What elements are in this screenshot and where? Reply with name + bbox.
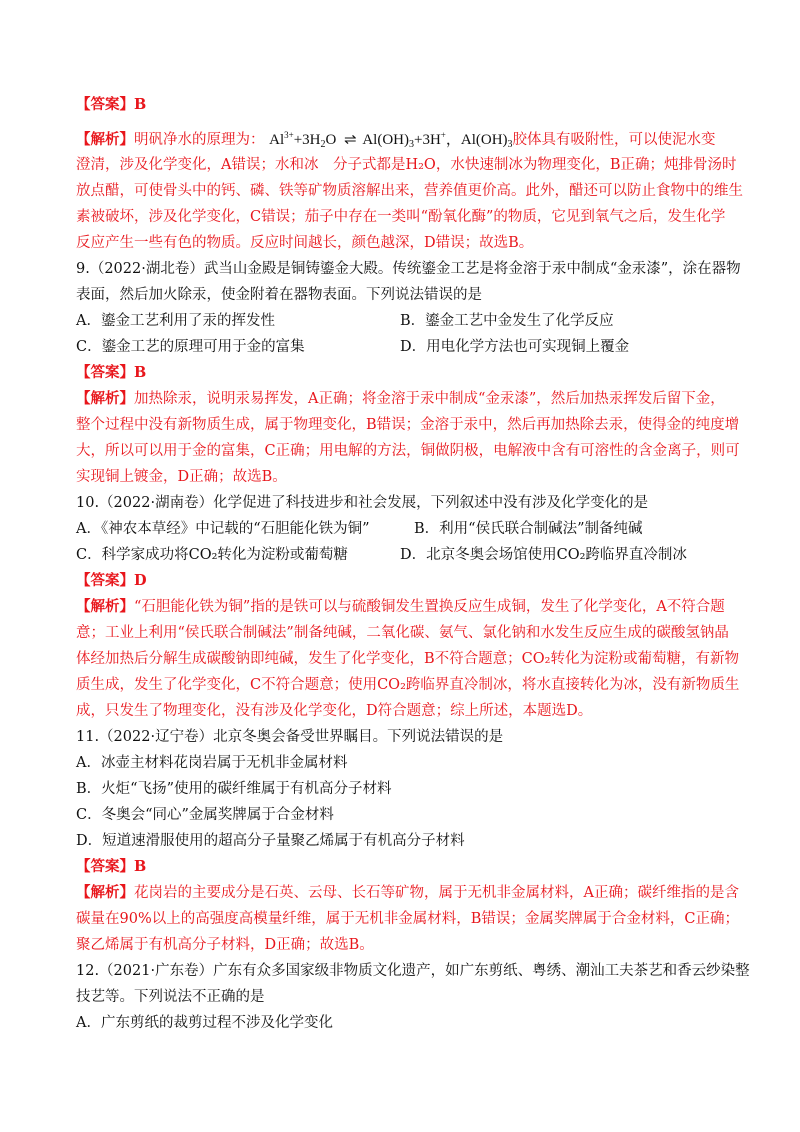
question-stem: 10.（2022·湖南卷）化学促进了科技进步和社会发展，下列叙述中没有涉及化学变化的是	[76, 495, 649, 511]
analysis-text: 素被破坏，涉及化学变化，C错误；茄子中存在一类叫“酚氧化酶”的物质，它见到氧气之后，发生化学	[76, 209, 726, 225]
option-c: C．鎏金工艺的原理可用于金的富集	[76, 339, 305, 355]
analysis-text: 放点醋，可使骨头中的钙、磷、铁等矿物质溶解出来，营养值更价高。此外，醋还可以防止食物中的维生	[76, 183, 743, 199]
option-a: A．《神农本草经》中记载的“石胆能化铁为铜”	[76, 521, 370, 537]
options-row	[76, 542, 726, 568]
analysis-text: 实现铜上镀金，D正确；故选B。	[76, 469, 287, 485]
answer-value: B	[134, 858, 147, 875]
answer-tag: 【答案】	[76, 96, 134, 113]
analysis-text: 体经加热后分解生成碳酸钠即纯碱，发生了化学变化，B不符合题意；CO₂转化为淀粉或葡萄糖，有新物	[76, 651, 739, 667]
options-row	[76, 308, 726, 334]
answer-value: D	[134, 572, 147, 589]
option-a: A．冰壶主材料花岗岩属于无机非金属材料	[76, 755, 348, 771]
options-row	[76, 334, 726, 360]
analysis-text: 质生成，发生了化学变化，C不符合题意；使用CO₂跨临界直冷制冰，将水直接转化为冰，没有新物质生	[76, 677, 740, 693]
q11-analysis-line-1	[76, 880, 739, 906]
analysis-text: 反应产生一些有色的物质。反应时间越长，颜色越深，D错误；故选B。	[76, 235, 534, 251]
analysis-text: 碳量在90%以上的高强度高模量纤维，属于无机非金属材料，B错误；金属奖牌属于合金材料，C正确；	[76, 911, 739, 927]
option-b: B．利用“侯氏联合制碱法”制备纯碱	[414, 521, 643, 537]
question-stem: 9.（2022·湖北卷）武当山金殿是铜铸鎏金大殿。传统鎏金工艺是将金溶于汞中制成“金汞漆”，涂在器物	[76, 261, 741, 277]
analysis-tag: 【解析】	[76, 598, 134, 615]
document-page	[76, 92, 750, 1036]
option-b: B．鎏金工艺中金发生了化学反应	[400, 313, 614, 329]
analysis-text: 花岗岩的主要成分是石英、云母、长石等矿物，属于无机非金属材料，A正确；碳纤维指的是含	[134, 885, 739, 901]
q9-analysis-line-1	[76, 386, 726, 412]
analysis-text: 成，只发生了物理变化，没有涉及化学变化，D符合题意；综上所述，本题选D。	[76, 703, 593, 719]
option-b: B．火炬“飞扬”使用的碳纤维属于有机高分子材料	[76, 781, 392, 797]
analysis-text: “石胆能化铁为铜”指的是铁可以与硫酸铜发生置换反应生成铜，发生了化学变化，A不符合题	[134, 599, 725, 615]
answer-tag: 【答案】	[76, 572, 134, 589]
analysis-text: 意；工业上利用“侯氏联合制碱法”制备纯碱，二氧化碳、氨气、氯化钠和水发生反应生成的碳酸氢钠晶	[76, 625, 729, 641]
question-stem: 12.（2021·广东卷）广东有众多国家级非物质文化遗产，如广东剪纸、粤绣、潮汕工夫茶艺和香云纱染整	[76, 963, 750, 979]
option-d: D．用电化学方法也可实现铜上覆金	[400, 339, 630, 355]
analysis-text: 明矾净水的原理为：	[134, 132, 265, 148]
analysis-tag: 【解析】	[76, 131, 134, 148]
q10-analysis-line-1	[76, 594, 726, 620]
option-c: C．科学家成功将CO₂转化为淀粉或葡萄糖	[76, 547, 348, 563]
option-d: D．北京冬奥会场馆使用CO₂跨临界直冷制冰	[400, 547, 687, 563]
q11-answer-line	[76, 854, 726, 880]
equilibrium-arrow-icon: ⇌	[344, 132, 355, 148]
q8-answer-line	[76, 92, 726, 118]
analysis-text: 大，所以可以用于金的富集，C正确；用电解的方法，铜做阴极，电解液中含有可溶性的含金离子，则可	[76, 443, 740, 459]
q10-answer-line	[76, 568, 726, 594]
answer-tag: 【答案】	[76, 364, 134, 381]
answer-value: B	[134, 96, 147, 113]
analysis-text: 整个过程中没有新物质生成，属于物理变化，B错误；金溶于汞中，然后再加热除去汞，使得金的纯度增	[76, 417, 740, 433]
analysis-text: 加热除汞，说明汞易挥发，A正确；将金溶于汞中制成“金汞漆”，然后加热汞挥发后留下金，	[134, 391, 725, 407]
question-stem: 表面，然后加火除汞，使金附着在器物表面。下列说法错误的是	[76, 287, 482, 303]
answer-value: B	[134, 364, 147, 381]
options-row	[76, 516, 726, 542]
q8-analysis-line-1	[76, 118, 726, 152]
analysis-tag: 【解析】	[76, 884, 134, 901]
option-d: D．短道速滑服使用的超高分子量聚乙烯属于有机高分子材料	[76, 833, 465, 849]
answer-tag: 【答案】	[76, 858, 134, 875]
question-stem: 技艺等。下列说法不正确的是	[76, 989, 265, 1005]
q9-answer-line	[76, 360, 726, 386]
question-stem: 11.（2022·辽宁卷）北京冬奥会备受世界瞩目。下列说法错误的是	[76, 729, 504, 745]
option-c: C．冬奥会“同心”金属奖牌属于合金材料	[76, 807, 334, 823]
option-a: A．鎏金工艺利用了汞的挥发性	[76, 313, 275, 329]
analysis-text: 胶体具有吸附性，可以使泥水变	[512, 132, 716, 148]
analysis-tag: 【解析】	[76, 390, 134, 407]
chemical-equation: $Al^{3+}+3H_2O$ ⇌ $Al(OH)_3+3H^+$，$Al(OH)_3$	[269, 132, 512, 148]
analysis-text: 澄清，涉及化学变化，A错误；水和冰 分子式都是H₂O，水快速制冰为物理变化，B正确；炖排骨汤时	[76, 157, 737, 173]
option-a: A．广东剪纸的裁剪过程不涉及化学变化	[76, 1015, 333, 1031]
analysis-text: 聚乙烯属于有机高分子材料，D正确；故选B。	[76, 937, 374, 953]
